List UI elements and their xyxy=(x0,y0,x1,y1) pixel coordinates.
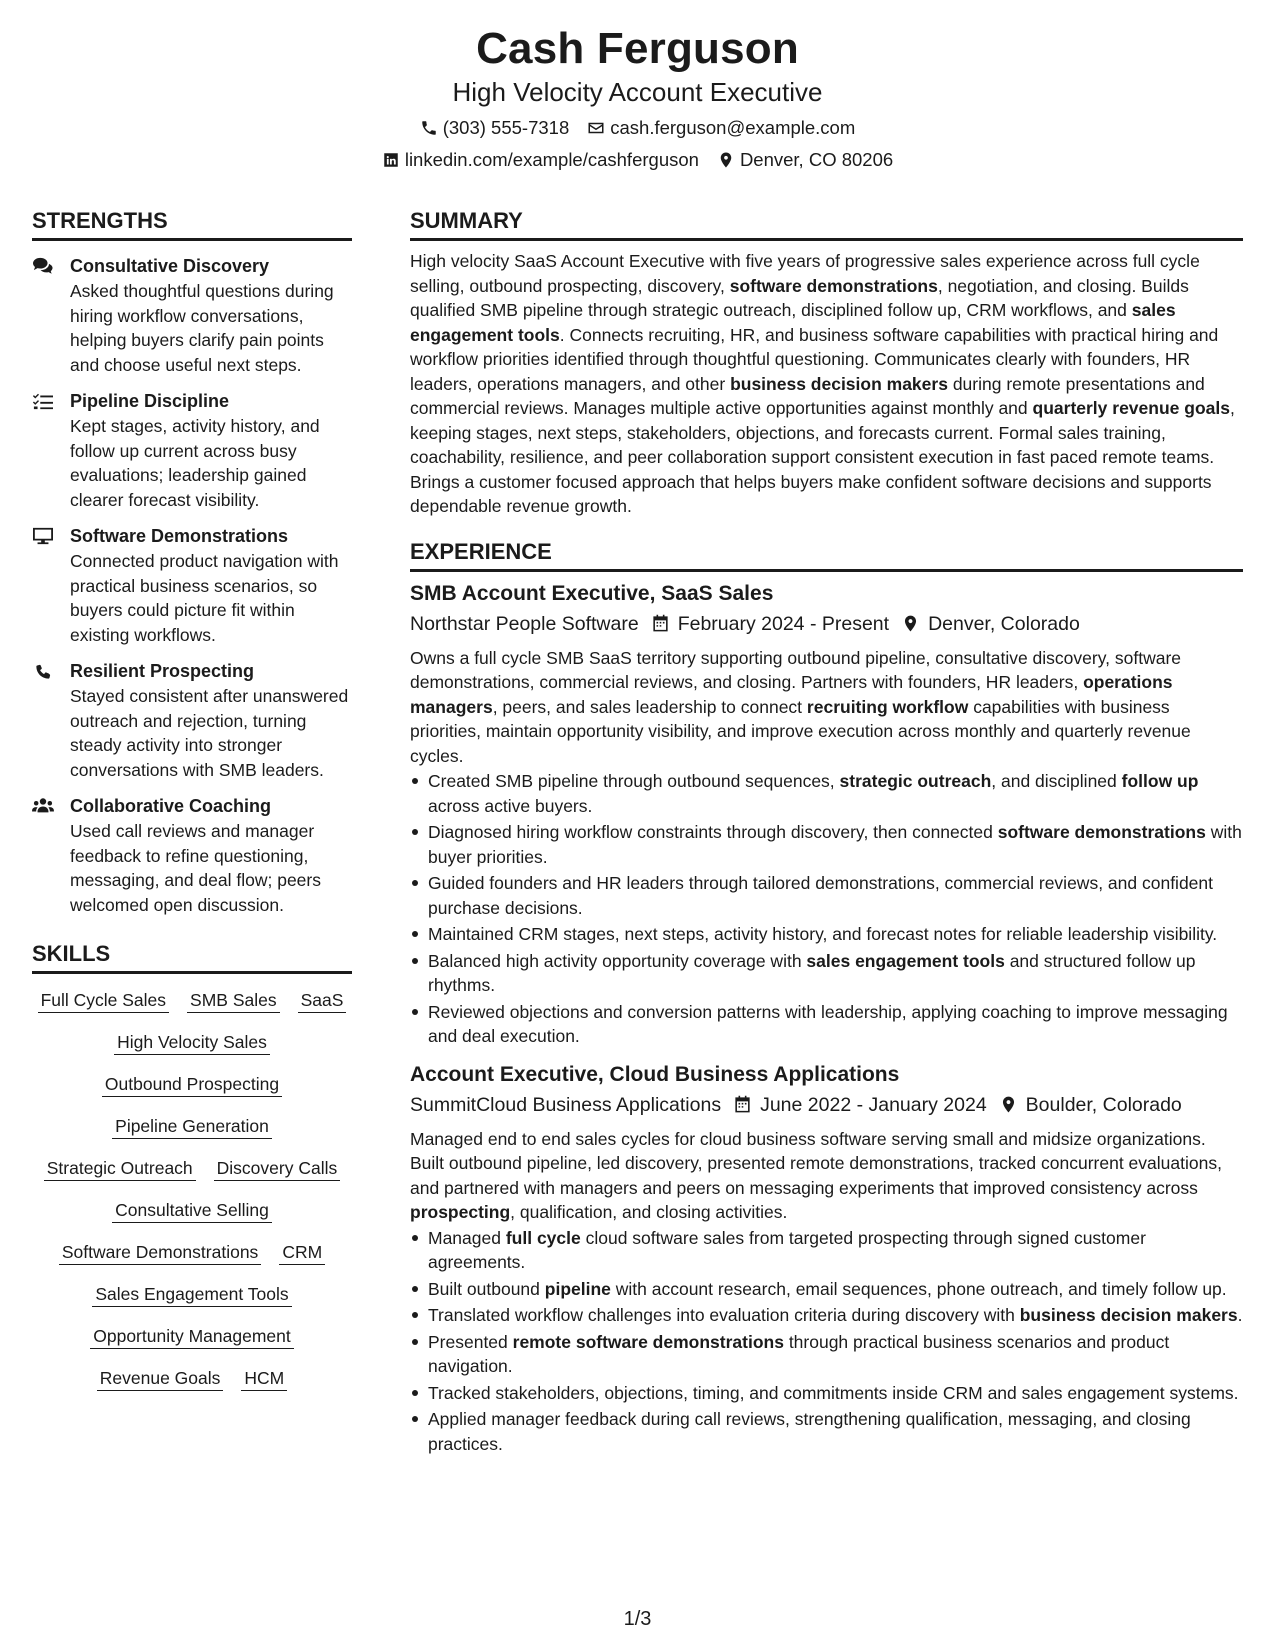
skill-tag: High Velocity Sales xyxy=(114,1030,270,1055)
skill-tag: SMB Sales xyxy=(187,988,280,1013)
text-run: Guided founders and HR leaders through tailored demonstrations, commercial reviews, and confident purchase decisions. xyxy=(428,873,1214,918)
text-run: Maintained CRM stages, next steps, activity history, and forecast notes for reliable leadership visibility. xyxy=(428,924,1218,944)
strength-desc: Stayed consistent after unanswered outreach and rejection, turning steady activity into stronger conversations with SMB leaders. xyxy=(70,686,349,780)
bullet-item xyxy=(410,820,1243,869)
skills-list xyxy=(32,988,352,1391)
strength-item xyxy=(32,523,352,647)
bullet-item xyxy=(410,1303,1243,1328)
job-meta xyxy=(410,610,1243,638)
skill-row xyxy=(59,1240,325,1265)
experience-heading: EXPERIENCE xyxy=(410,537,1243,572)
comments-icon xyxy=(32,256,54,276)
candidate-title: High Velocity Account Executive xyxy=(452,77,823,107)
job-entry xyxy=(410,1061,1243,1457)
job-company: Northstar People Software xyxy=(410,612,639,635)
skill-row xyxy=(38,988,347,1013)
text-run: Diagnosed hiring workflow constraints through discovery, then connected xyxy=(428,822,998,842)
summary-text xyxy=(410,249,1243,519)
bullet-item xyxy=(410,949,1243,998)
emphasis-text: operations managers xyxy=(410,672,1173,717)
right-column xyxy=(410,206,1243,1456)
skills-heading: SKILLS xyxy=(32,939,352,974)
linkedin-icon xyxy=(382,151,400,169)
text-run: High velocity SaaS Account Executive with five years of progressive sales experience across full cycle selling, outbound prospecting, discovery, xyxy=(410,251,1200,296)
job-title: SMB Account Executive, SaaS Sales xyxy=(410,581,774,605)
bullet-item xyxy=(410,769,1243,818)
text-run: Translated workflow challenges into evaluation criteria during discovery with xyxy=(428,1305,1020,1325)
bullet-item xyxy=(410,871,1243,920)
text-run: , and disciplined xyxy=(991,771,1122,791)
text-run: , qualification, and closing activities. xyxy=(510,1202,788,1222)
text-run: Balanced high activity opportunity coverage with xyxy=(428,950,807,971)
skill-tag: CRM xyxy=(279,1240,325,1265)
strength-name: Pipeline Discipline xyxy=(70,391,230,411)
skill-tag: Discovery Calls xyxy=(214,1156,341,1181)
text-run: Applied manager feedback during call reviews, strengthening qualification, messaging, and closing practices. xyxy=(428,1409,1191,1454)
job-bullets xyxy=(410,769,1243,1049)
text-run: and structured follow up rhythms. xyxy=(428,950,1196,995)
skill-tag: Sales Engagement Tools xyxy=(92,1282,291,1307)
bullet-item xyxy=(410,1330,1243,1379)
strengths-heading: STRENGTHS xyxy=(32,206,352,241)
text-run: during remote presentations and commercial reviews. Manages multiple active opportunities against monthly and xyxy=(410,373,1205,418)
text-run: cloud software sales from targeted prospecting through signed customer agreements. xyxy=(428,1227,1146,1272)
text-run: Presented xyxy=(428,1331,513,1352)
text-run: , peers, and sales leadership to connect xyxy=(492,696,807,717)
strength-item xyxy=(32,388,352,512)
map-pin-icon xyxy=(999,1095,1018,1114)
job-location xyxy=(999,1091,1182,1119)
job-bullets xyxy=(410,1226,1243,1457)
emphasis-text: full cycle xyxy=(505,1227,581,1248)
job-dates-text: June 2022 - January 2024 xyxy=(760,1093,987,1116)
text-run: Tracked stakeholders, objections, timing, and commitments inside CRM and sales engagement systems. xyxy=(428,1382,1239,1403)
contact-phone xyxy=(420,116,570,140)
strength-item xyxy=(32,253,352,377)
emphasis-text: business decision makers xyxy=(730,373,948,394)
strength-desc: Used call reviews and manager feedback to refine questioning, messaging, and deal flow; peers welcomed open discussion. xyxy=(70,821,321,915)
monitor-icon xyxy=(32,526,54,546)
calendar-icon xyxy=(651,614,670,633)
phone-text: (303) 555-7318 xyxy=(442,117,570,138)
skill-tag: Software Demonstrations xyxy=(59,1240,261,1265)
left-column xyxy=(32,206,352,1391)
skill-tag: HCM xyxy=(241,1366,287,1391)
map-pin-icon xyxy=(717,151,735,169)
job-title: Account Executive, Cloud Business Applications xyxy=(410,1062,900,1086)
strength-name: Software Demonstrations xyxy=(70,526,289,546)
contact-line-2 xyxy=(0,148,1275,172)
text-run: with account research, email sequences, phone outreach, and timely follow up. xyxy=(610,1278,1227,1299)
emphasis-text: follow up xyxy=(1121,771,1199,791)
strength-name: Consultative Discovery xyxy=(70,256,270,276)
skill-row xyxy=(114,1030,270,1055)
bullet-item xyxy=(410,1226,1243,1275)
calendar-icon xyxy=(733,1095,752,1114)
strength-desc: Asked thoughtful questions during hiring workflow conversations, helping buyers clarify pain points and choose useful next steps. xyxy=(70,281,334,375)
skill-tag: Full Cycle Sales xyxy=(38,988,169,1013)
emphasis-text: recruiting workflow xyxy=(806,696,969,717)
text-run: across active buyers. xyxy=(428,795,593,816)
text-run: Built outbound xyxy=(428,1278,545,1299)
skill-row xyxy=(44,1156,340,1181)
skill-row xyxy=(90,1324,293,1349)
contact-email[interactable] xyxy=(587,116,855,140)
resume-header xyxy=(0,22,1275,172)
skill-row xyxy=(112,1198,272,1223)
linkedin-link[interactable]: linkedin.com/example/cashferguson xyxy=(404,149,699,170)
text-run: capabilities with business priorities, maintain opportunity visibility, and improve execution across monthly and quarterly revenue cycles. xyxy=(410,696,1191,766)
skill-tag: SaaS xyxy=(298,988,347,1013)
contact-location xyxy=(717,148,893,172)
job-description xyxy=(410,1127,1243,1225)
emphasis-text: sales engagement tools xyxy=(410,300,1176,345)
job-entry xyxy=(410,580,1243,1049)
emphasis-text: software demonstrations xyxy=(997,822,1206,842)
strength-desc: Connected product navigation with practical business scenarios, so buyers could picture fit within existing workflows. xyxy=(70,551,339,645)
job-dates xyxy=(651,610,889,638)
bullet-item xyxy=(410,1000,1243,1049)
checklist-icon xyxy=(32,391,54,411)
skill-tag: Outbound Prospecting xyxy=(102,1072,282,1097)
emphasis-text: quarterly revenue goals xyxy=(1032,398,1230,418)
text-run: Managed xyxy=(428,1227,506,1248)
strengths-list xyxy=(32,253,352,917)
skill-row xyxy=(92,1282,291,1307)
bullet-item xyxy=(410,1277,1243,1302)
emphasis-text: business decision makers xyxy=(1019,1305,1238,1325)
text-run: Owns a full cycle SMB SaaS territory supporting outbound pipeline, consultative discovery, software demonstrations, commercial reviews, and closing. Partners with founders, HR leaders, xyxy=(410,647,1182,692)
emphasis-text: software demonstrations xyxy=(729,275,938,296)
emphasis-text: remote software demonstrations xyxy=(512,1331,784,1352)
strength-name: Collaborative Coaching xyxy=(70,796,272,816)
job-dates-text: February 2024 - Present xyxy=(677,612,890,635)
text-run: , keeping stages, next steps, stakeholders, objections, and forecasts current. Formal sales training, coachability, resilience, and peer collaboration support consistent execution in fast paced remote teams. Brings a customer focused approach that helps buyers make confident software decisions and supports dependable revenue growth. xyxy=(410,398,1235,516)
emphasis-text: sales engagement tools xyxy=(806,950,1005,971)
text-run: with buyer priorities. xyxy=(428,822,1242,867)
contact-line-1 xyxy=(0,116,1275,140)
text-run: Created SMB pipeline through outbound sequences, xyxy=(428,771,840,791)
skill-tag: Strategic Outreach xyxy=(44,1156,196,1181)
skill-row xyxy=(112,1114,272,1139)
phone-icon xyxy=(32,661,54,681)
envelope-icon xyxy=(587,119,605,137)
skill-row xyxy=(97,1366,288,1391)
users-icon xyxy=(32,796,54,816)
job-description xyxy=(410,646,1243,769)
phone-icon xyxy=(420,119,438,137)
skill-tag: Consultative Selling xyxy=(112,1198,272,1223)
job-location-text: Denver, Colorado xyxy=(928,612,1080,635)
strength-item xyxy=(32,658,352,782)
map-pin-icon xyxy=(901,614,920,633)
strength-desc: Kept stages, activity history, and follow up current across busy evaluations; leadership gained clearer forecast visibility. xyxy=(70,416,320,510)
text-run: Managed end to end sales cycles for cloud business software serving small and midsize organizations. Built outbound pipeline, led discovery, presented remote demonstrations, tracked concurrent evaluations, and partnered with managers and peers on messaging experiments that improved consistency across xyxy=(410,1128,1222,1198)
candidate-name: Cash Ferguson xyxy=(476,24,799,73)
bullet-item xyxy=(410,922,1243,947)
bullet-item xyxy=(410,1407,1243,1456)
emphasis-text: strategic outreach xyxy=(839,771,992,791)
strength-item xyxy=(32,793,352,917)
job-meta xyxy=(410,1091,1243,1119)
email-link[interactable]: cash.ferguson@example.com xyxy=(610,117,856,138)
job-location xyxy=(901,610,1080,638)
contact-linkedin[interactable] xyxy=(382,148,699,172)
text-run: through practical business scenarios and product navigation. xyxy=(428,1331,1170,1376)
text-run: . xyxy=(1237,1305,1243,1325)
job-dates xyxy=(733,1091,987,1119)
page-number: 1/3 xyxy=(623,1608,652,1630)
text-run: , negotiation, and closing. Builds qualified SMB pipeline through strategic outreach, disciplined follow up, CRM workflows, and xyxy=(410,275,1189,320)
summary-heading: SUMMARY xyxy=(410,206,1243,241)
skill-tag: Pipeline Generation xyxy=(112,1114,272,1139)
skill-tag: Opportunity Management xyxy=(90,1324,293,1349)
job-location-text: Boulder, Colorado xyxy=(1025,1093,1182,1116)
text-run: Reviewed objections and conversion patterns with leadership, applying coaching to improve messaging and deal execution. xyxy=(428,1001,1228,1046)
skill-tag: Revenue Goals xyxy=(97,1366,224,1391)
text-run: . Connects recruiting, HR, and business software capabilities with practical hiring and workflow priorities identified through thoughtful questioning. Communicates clearly with founders, HR leaders, operations managers, and other xyxy=(410,324,1219,394)
location-text: Denver, CO 80206 xyxy=(739,149,894,170)
strength-name: Resilient Prospecting xyxy=(70,661,255,681)
skill-row xyxy=(102,1072,282,1097)
emphasis-text: prospecting xyxy=(410,1202,511,1222)
bullet-item xyxy=(410,1381,1243,1406)
emphasis-text: pipeline xyxy=(544,1278,611,1299)
job-company: SummitCloud Business Applications xyxy=(410,1093,722,1116)
